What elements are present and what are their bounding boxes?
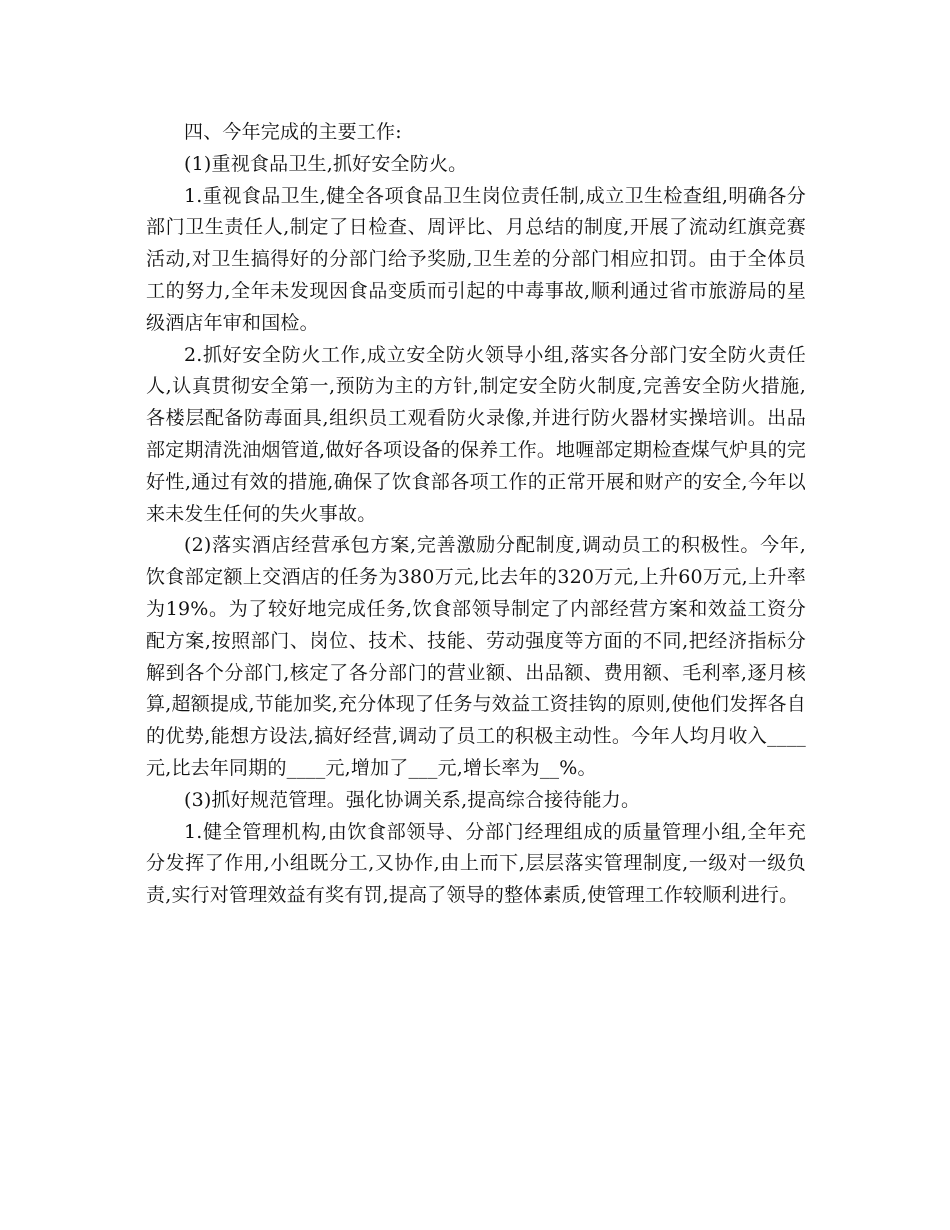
paragraph-business-contract: (2)落实酒店经营承包方案,完善激励分配制度,调动员工的积极性。今年,饮食部定额上交酒店的任务为380万元,比去年的320万元,上升60万元,上升率为19%。为了较好地完成任务,饮食部领导制定了内部经营方案和效益工资分配方案,按照部门、岗位、技术、技能、劳动强度等方面的不同,把经济指标分解到各个分部门,核定了各分部门的营业额、出品额、费用额、毛利率,逐月核算,超额提成,节能加奖,充分体现了任务与效益工资挂钩的原则,使他们发挥各自的优势,能想方设法,搞好经营,调动了员工的积极主动性。今年人均月收入____元,比去年同期的____元,增加了___元,增长率为__%。 [146, 534, 806, 779]
paragraph-food-hygiene: 1.重视食品卫生,健全各项食品卫生岗位责任制,成立卫生检查组,明确各分部门卫生责任人,制定了日检查、周评比、月总结的制度,开展了流动红旗竞赛活动,对卫生搞得好的分部门给予奖励,卫生差的分部门相应扣罚。由于全体员工的努力,全年未发现因食品变质而引起的中毒事故,顺利通过省市旅游局的星级酒店年审和国检。 [146, 184, 806, 334]
subsection-heading-1: (1)重视食品卫生,抓好安全防火。 [184, 152, 468, 175]
subsection-heading-3: (3)抓好规范管理。强化协调关系,提高综合接待能力。 [184, 788, 641, 811]
paragraph-management: 1.健全管理机构,由饮食部领导、分部门经理组成的质量管理小组,全年充分发挥了作用,小组既分工,又协作,由上而下,层层落实管理制度,一级对一级负责,实行对管理效益有奖有罚,提高了领导的整体素质,使管理工作较顺利进行。 [146, 820, 806, 907]
section-heading: 四、今年完成的主要工作: [184, 121, 402, 143]
paragraph-fire-safety: 2.抓好安全防火工作,成立安全防火领导小组,落实各分部门安全防火责任人,认真贯彻安全第一,预防为主的方针,制定安全防火制度,完善安全防火措施,各楼层配备防毒面具,组织员工观看防火录像,并进行防火器材实操培训。出品部定期清洗油烟管道,做好各项设备的保养工作。地喱部定期检查煤气炉具的完好性,通过有效的措施,确保了饮食部各项工作的正常开展和财产的安全,今年以来未发生任何的失火事故。 [146, 343, 806, 525]
document-body [146, 117, 806, 912]
